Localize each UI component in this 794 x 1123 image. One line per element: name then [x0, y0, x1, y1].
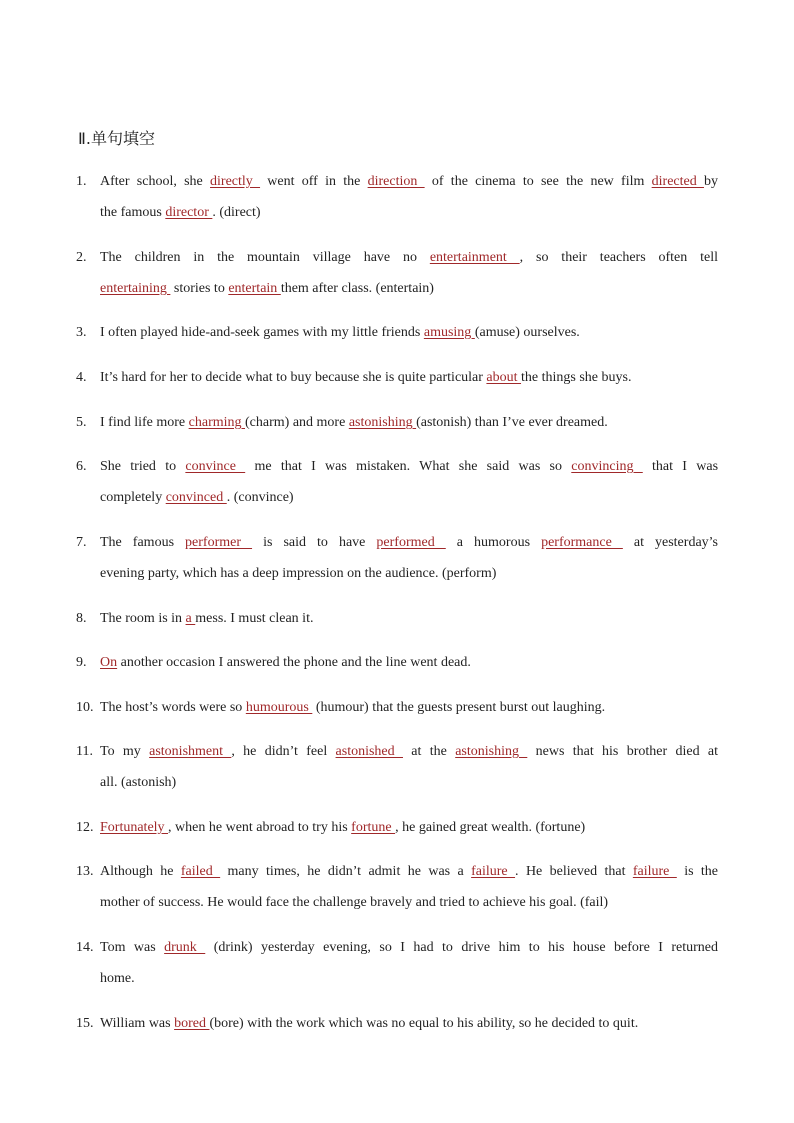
question-text: Although he	[100, 864, 181, 879]
question-line	[100, 166, 718, 197]
question-number: 12.	[76, 820, 94, 835]
question-text: went off in the	[260, 174, 368, 189]
question-text: at the	[402, 744, 456, 759]
question-number: 5.	[76, 415, 87, 430]
question-text: (astonish) than I’ve ever dreamed.	[416, 415, 608, 430]
question-text: home.	[100, 971, 135, 986]
question-line	[100, 558, 718, 589]
answer-blank: performance	[541, 535, 623, 550]
answer-blank: about	[486, 370, 522, 385]
question-text: evening party, which has a deep impression on the audience. (perform)	[100, 566, 497, 581]
question-number: 15.	[76, 1016, 94, 1031]
question-text: . (convince)	[226, 490, 294, 505]
question-number: 1.	[76, 174, 87, 189]
question-text: Tom was	[100, 940, 165, 955]
question-line	[100, 603, 718, 634]
question-line	[100, 932, 718, 963]
question-text: is the	[676, 864, 718, 879]
question-text: , when he went abroad to try his	[168, 820, 352, 835]
question-item	[76, 647, 718, 678]
answer-blank: bored	[174, 1016, 210, 1031]
question-text: To my	[100, 744, 150, 759]
question-number: 11.	[76, 744, 93, 759]
answer-blank: a	[185, 611, 196, 626]
answer-blank: convince	[185, 459, 246, 474]
question-line	[100, 812, 718, 843]
answer-blank: entertainment	[429, 250, 520, 265]
question-item	[76, 527, 718, 589]
question-number: 4.	[76, 370, 87, 385]
question-line	[100, 451, 718, 482]
question-text: them after class. (entertain)	[280, 281, 434, 296]
question-item	[76, 736, 718, 798]
question-item	[76, 166, 718, 228]
question-text: . (direct)	[212, 205, 261, 220]
question-text: I find life more	[100, 415, 189, 430]
question-line	[100, 197, 718, 228]
answer-blank: performed	[376, 535, 446, 550]
question-text: many times, he didn’t admit he was a	[220, 864, 472, 879]
answer-blank: charming	[188, 415, 246, 430]
question-number: 10.	[76, 700, 94, 715]
question-item	[76, 932, 718, 994]
question-text: mother of success. He would face the challenge bravely and tried to achieve his goal. (fail)	[100, 895, 609, 910]
question-text: another occasion I answered the phone and the line went dead.	[117, 655, 471, 670]
question-text: The host’s words were so	[100, 700, 246, 715]
question-line	[100, 963, 718, 994]
question-item	[76, 451, 718, 513]
question-item	[76, 856, 718, 918]
question-number: 13.	[76, 864, 94, 879]
question-text: The children in the mountain village have no	[100, 250, 430, 265]
question-number: 8.	[76, 611, 87, 626]
question-item	[76, 812, 718, 843]
answer-blank: astonishing	[348, 415, 417, 430]
question-line	[100, 692, 718, 723]
answer-blank: directly	[210, 174, 261, 189]
question-text: me that I was mistaken. What she said was so	[245, 459, 572, 474]
question-line	[100, 736, 718, 767]
question-item	[76, 242, 718, 304]
question-text: all. (astonish)	[100, 775, 177, 790]
question-item	[76, 362, 718, 393]
question-number: 6.	[76, 459, 87, 474]
question-text: , so their teachers often tell	[519, 250, 718, 265]
question-item	[76, 407, 718, 438]
question-item	[76, 692, 718, 723]
section-title: Ⅱ.单句填空	[78, 129, 155, 148]
question-text: of the cinema to see the new film	[424, 174, 652, 189]
question-line	[100, 273, 718, 304]
answer-blank: entertain	[228, 281, 281, 296]
question-text: After school, she	[100, 174, 211, 189]
answer-blank: astonished	[335, 744, 403, 759]
question-number: 7.	[76, 535, 87, 550]
question-line	[100, 647, 718, 678]
question-text: The room is in	[100, 611, 186, 626]
question-text: , he didn’t feel	[231, 744, 336, 759]
answer-blank: failure	[632, 864, 677, 879]
question-text: I often played hide-and-seek games with my little friends	[100, 325, 424, 340]
question-text: The famous	[100, 535, 186, 550]
answer-blank: amusing	[423, 325, 475, 340]
question-text: . He believed that	[515, 864, 633, 879]
question-text: is said to have	[252, 535, 377, 550]
answer-blank: failure	[471, 864, 516, 879]
question-line	[100, 242, 718, 273]
question-item	[76, 603, 718, 634]
question-text: by	[703, 174, 718, 189]
question-item	[76, 1008, 718, 1039]
question-number: 2.	[76, 250, 87, 265]
answer-blank: humourous	[245, 700, 313, 715]
question-text: , he gained great wealth. (fortune)	[395, 820, 586, 835]
question-line	[100, 856, 718, 887]
question-text: the things she buys.	[521, 370, 632, 385]
answer-blank: direction	[367, 174, 425, 189]
question-text: a humorous	[445, 535, 542, 550]
question-text: stories to	[170, 281, 229, 296]
question-number: 9.	[76, 655, 87, 670]
question-text: She tried to	[100, 459, 186, 474]
question-line	[100, 317, 718, 348]
question-text: (amuse) ourselves.	[474, 325, 580, 340]
question-text: at yesterday’s	[622, 535, 718, 550]
question-text: (charm) and more	[245, 415, 349, 430]
answer-blank: performer	[185, 535, 253, 550]
question-line	[100, 767, 718, 798]
answer-blank: entertaining	[100, 281, 171, 296]
answer-blank: Fortunately	[100, 820, 169, 835]
question-number: 3.	[76, 325, 87, 340]
question-line	[100, 1008, 718, 1039]
question-text: (humour) that the guests present burst out laughing.	[312, 700, 606, 715]
question-item	[76, 317, 718, 348]
question-line	[100, 482, 718, 513]
answer-blank: failed	[180, 864, 221, 879]
question-text: that I was	[642, 459, 718, 474]
question-text: mess. I must clean it.	[195, 611, 314, 626]
answer-blank: astonishment	[149, 744, 232, 759]
answer-blank: convincing	[571, 459, 643, 474]
answer-blank: On	[100, 655, 118, 670]
question-text: (bore) with the work which was no equal to his ability, so he decided to quit.	[209, 1016, 639, 1031]
question-line	[100, 527, 718, 558]
question-text: news that his brother died at	[527, 744, 718, 759]
question-text: the famous	[100, 205, 166, 220]
answer-blank: convinced	[165, 490, 227, 505]
question-text: (drink) yesterday evening, so I had to drive him to his house before I returned	[205, 940, 718, 955]
answer-blank: drunk	[164, 940, 206, 955]
question-text: William was	[100, 1016, 175, 1031]
question-line	[100, 362, 718, 393]
question-number: 14.	[76, 940, 94, 955]
question-text: It’s hard for her to decide what to buy because she is quite particular	[100, 370, 487, 385]
question-line	[100, 887, 718, 918]
question-text: completely	[100, 490, 166, 505]
answer-blank: director	[165, 205, 213, 220]
question-line	[100, 407, 718, 438]
answer-blank: astonishing	[455, 744, 528, 759]
answer-blank: directed	[651, 174, 704, 189]
answer-blank: fortune	[351, 820, 396, 835]
